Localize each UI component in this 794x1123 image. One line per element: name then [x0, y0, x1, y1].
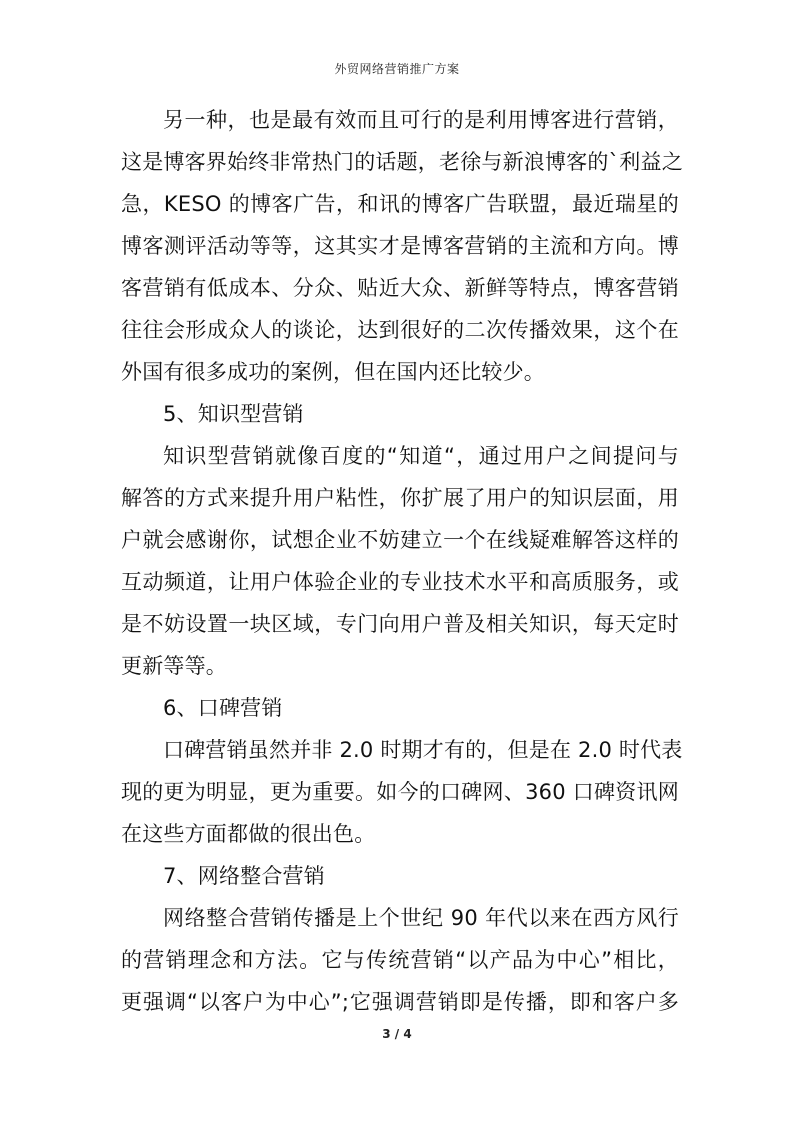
- page-number: 3 / 4: [382, 1027, 412, 1041]
- text-line: 这是博客界始终非常热门的话题，老徐与新浪博客的`利益之: [121, 150, 683, 174]
- text-line: 6、口碑营销: [163, 696, 283, 720]
- text-line: 更新等等。: [121, 654, 227, 678]
- text-line: 解答的方式来提升用户粘性，你扩展了用户的知识层面，用: [121, 486, 679, 510]
- text-line: 户就会感谢你，试想企业不妨建立一个在线疑难解答这样的: [121, 528, 679, 552]
- text-line: 客营销有低成本、分众、贴近大众、新鲜等特点，博客营销: [121, 276, 679, 300]
- text-line: 7、网络整合营销: [163, 864, 325, 888]
- text-line: 急，KESO 的博客广告，和讯的博客广告联盟，最近瑞星的: [121, 192, 679, 216]
- text-line: 更强调“以客户为中心”;它强调营销即是传播，即和客户多: [121, 990, 679, 1014]
- text-line: 5、知识型营销: [163, 402, 304, 426]
- text-line: 博客测评活动等等，这其实才是博客营销的主流和方向。博: [121, 234, 679, 258]
- text-line: 是不妨设置一块区域，专门向用户普及相关知识，每天定时: [121, 612, 679, 636]
- text-line: 互动频道，让用户体验企业的专业技术水平和高质服务，或: [121, 570, 679, 594]
- text-line: 现的更为明显，更为重要。如今的口碑网、360 口碑资讯网: [121, 780, 679, 804]
- page-header: 外贸网络营销推广方案: [334, 62, 460, 76]
- text-line: 知识型营销就像百度的“知道“，通过用户之间提问与: [163, 444, 679, 468]
- text-line: 往往会形成众人的谈论，达到很好的二次传播效果，这个在: [121, 318, 679, 342]
- document-body: [121, 102, 683, 1026]
- text-line: 的营销理念和方法。它与传统营销“以产品为中心”相比，: [121, 948, 679, 972]
- text-line: 口碑营销虽然并非 2.0 时期才有的，但是在 2.0 时代表: [163, 738, 683, 762]
- text-line: 外国有很多成功的案例，但在国内还比较少。: [121, 360, 545, 384]
- text-line: 网络整合营销传播是上个世纪 90 年代以来在西方风行: [163, 906, 679, 930]
- text-line: 另一种，也是最有效而且可行的是利用博客进行营销，: [163, 108, 679, 132]
- text-line: 在这些方面都做的很出色。: [121, 822, 376, 846]
